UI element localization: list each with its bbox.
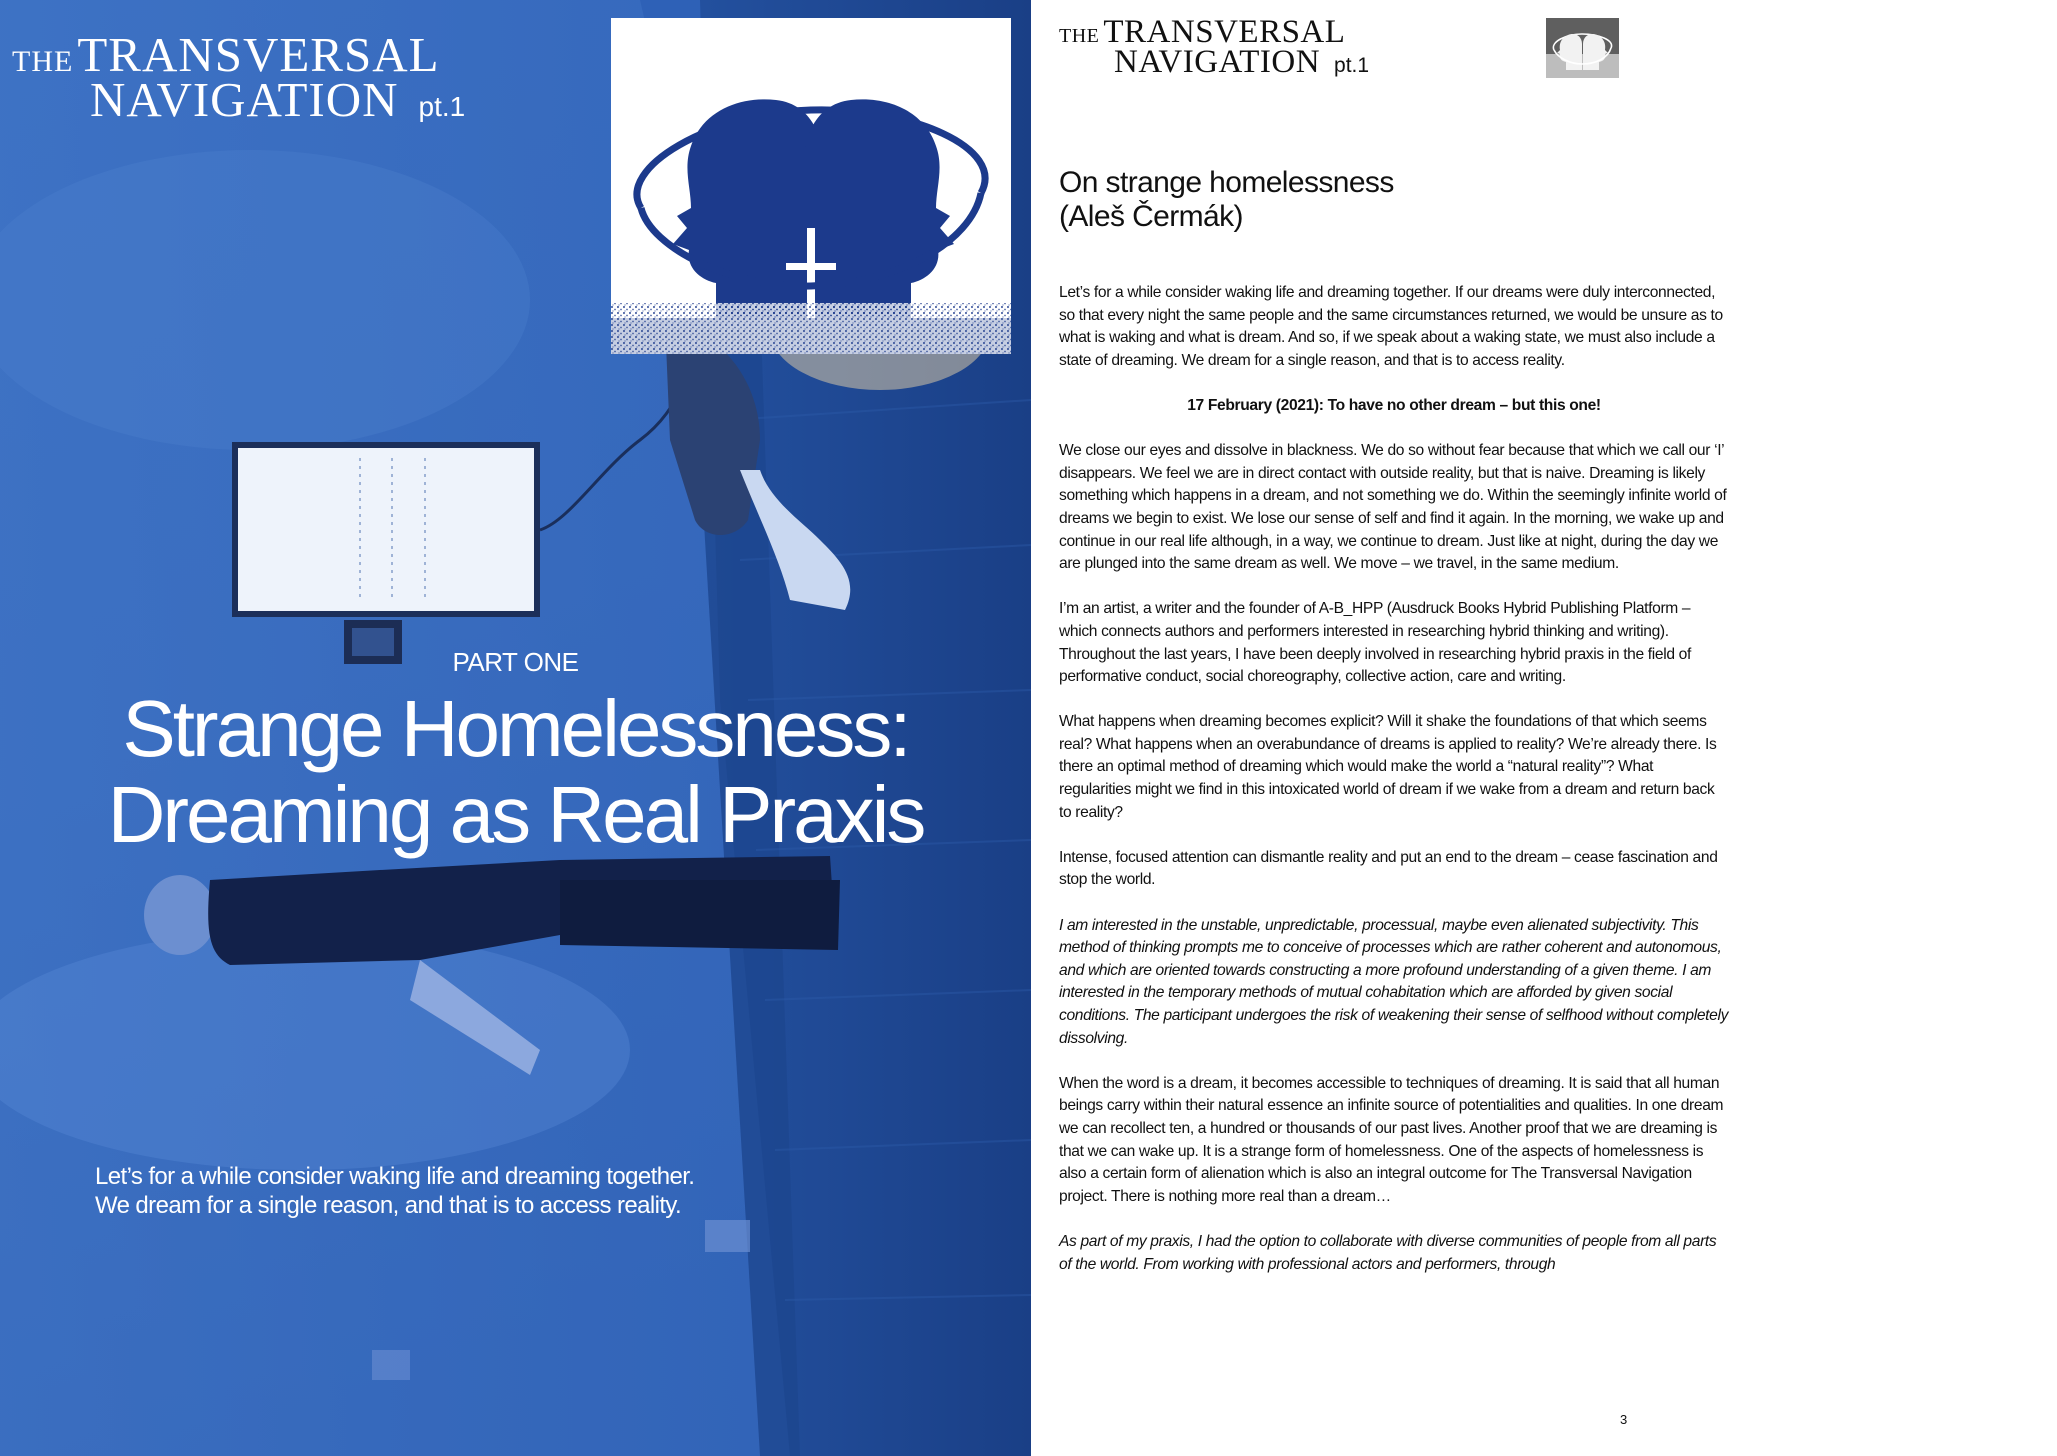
article-author-line: (Aleš Čermák) — [1059, 200, 1243, 233]
article-paragraph: I’m an artist, a writer and the founder of A-B_HPP (Ausdruck Books Hybrid Publishing Platform – which connects authors and performers interested in researching hybrid thinking and writing). Throughout the last years, I have been deeply involved in researching hybrid praxis in the field of performative conduct, social choreography, collective action, care and writing. — [1059, 600, 1691, 686]
double-head-orbit-logo — [611, 18, 1011, 354]
article-paragraph: When the word is a dream, it becomes accessible to techniques of dreaming. It is said that all human beings carry within their natural essence an infinite source of potentialities and qualities. In one dream we can recollect ten, a hundred or thousands of our past lives. Another proof that we are dreaming is that we can wake up. It is a strange form of homelessness. One of the aspects of homelessness is also a certain form of alienation which is also an integral outcome for The Transversal Navigation project. There is nothing more real than a dream… — [1059, 1074, 1724, 1205]
brand-word-transversal: TRANSVERSAL — [77, 27, 440, 82]
cover-title — [0, 686, 1031, 858]
cover-title-line: Strange Homelessness: — [122, 684, 909, 773]
brand-part-label: pt.1 — [418, 91, 466, 122]
article-paragraph: What happens when dreaming becomes explicit? Will it shake the foundations of that which seems real? What happens when an overabundance of dreams is applied to reality? We’re already there. Is there an optimal method of dreaming which would make the world a “natural reality”? What regularities might we find in this intoxicated world of dream if we wake from a dream and return back to reality? — [1059, 713, 1717, 821]
part-label: PART ONE — [452, 647, 579, 677]
brand-word-navigation: NAVIGATION — [90, 72, 399, 127]
brand-word-navigation: NAVIGATION — [1114, 44, 1321, 80]
brand-word-transversal: TRANSVERSAL — [1103, 14, 1346, 50]
magazine-brand — [1059, 16, 1369, 79]
heads-logo-box — [611, 18, 1011, 354]
article-paragraph: Let’s for a while consider waking life and dreaming together. If our dreams were duly interconnected, so that every night the same people and the same circumstances returned, we would be unsure as to what is waking and what is dream. And so, if we speak about a waking state, we must also include a state of dreaming. We dream for a single reason, and that is to access reality. — [1059, 284, 1723, 369]
cover-lede — [95, 1162, 995, 1220]
article-body — [1059, 282, 1729, 1299]
article-paragraph: We close our eyes and dissolve in blackness. We do so without fear because that which we call our ‘I’ disappears. We feel we are in direct contact with outside reality, but that is naive. Dreaming is likely something which happens in a dream, and not something we do. Within the seemingly infinite world of dreams we begin to exist. We lose our sense of self and find it again. In the morning, we wake up and continue in our real life although, in a way, we continue to dream. Just like at night, during the day we are plunged into the same dream as well. We move – we travel, in the same medium. — [1059, 442, 1727, 573]
heads-logo-thumbnail — [1546, 18, 1619, 78]
cover-lede-line: Let’s for a while consider waking life and dreaming together. — [95, 1163, 695, 1190]
article-paragraph: Intense, focused attention can dismantle reality and put an end to the dream – cease fascination and stop the world. — [1059, 848, 1718, 889]
article-page — [1031, 0, 2057, 1456]
article-title-line: On strange homelessness — [1059, 166, 1394, 199]
article-paragraph-italic: As part of my praxis, I had the option to collaborate with diverse communities of people from all parts of the world. From working with professional actors and performers, through — [1059, 1232, 1717, 1273]
magazine-brand — [12, 27, 466, 127]
cover-lede-line: We dream for a single reason, and that is to access reality. — [95, 1192, 682, 1219]
article-paragraph-italic: I am interested in the unstable, unpredictable, processual, maybe even alienated subjectivity. This method of thinking prompts me to conceive of processes which are rather coherent and autonomous, and which are oriented towards constructing a more profound understanding of a given theme. I am interested in the temporary methods of mutual cohabitation which are afforded by given social conditions. The participant undergoes the risk of weakening their sense of selfhood without completely dissolving. — [1059, 916, 1729, 1047]
cover-title-line: Dreaming as Real Praxis — [107, 770, 924, 859]
page-number: 3 — [1620, 1412, 1628, 1427]
brand-word-the: THE — [12, 45, 74, 78]
brand-part-label: pt.1 — [1334, 54, 1370, 77]
article-dated-heading: 17 February (2021): To have no other dream – but this one! — [1187, 396, 1601, 414]
brand-word-the: THE — [1059, 25, 1100, 47]
article-title — [1059, 166, 1759, 234]
